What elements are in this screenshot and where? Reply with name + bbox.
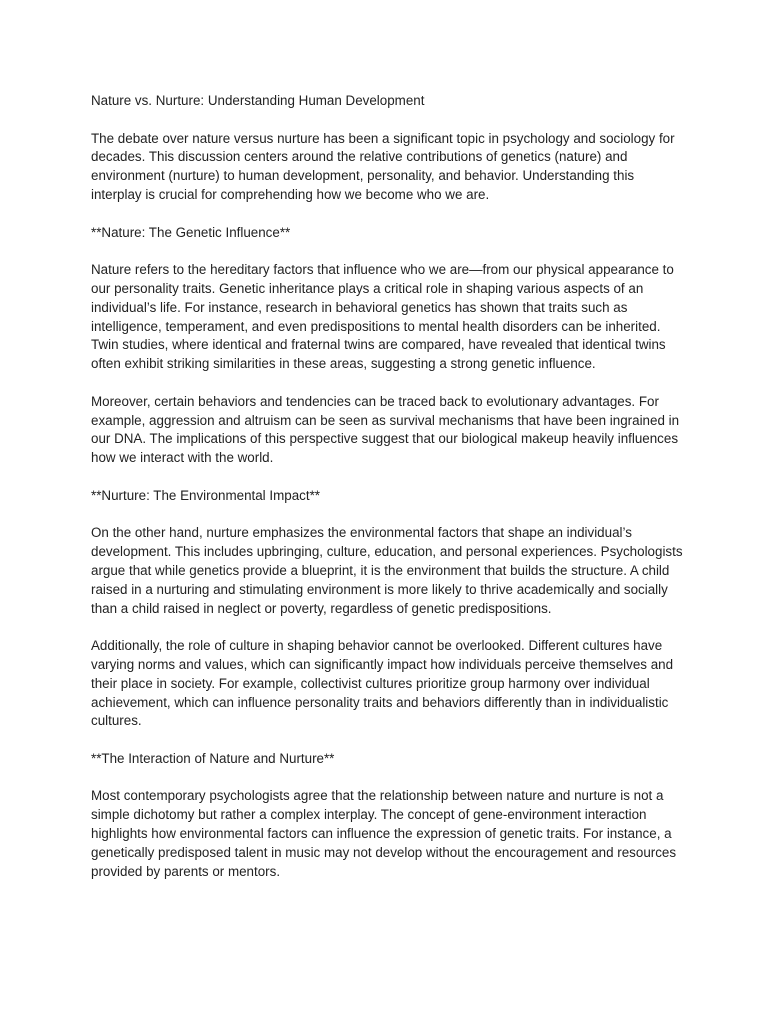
nature-paragraph-2: Moreover, certain behaviors and tendencies can be traced back to evolutionary advantages. For example, aggression and altruism can be seen as survival mechanisms that have been ingrained in our DNA. The implications of this perspective suggest that our biological makeup heavily influences how we interact with the world. [91,393,680,466]
section-heading-interaction: **The Interaction of Nature and Nurture** [91,750,335,766]
nurture-paragraph-2: Additionally, the role of culture in shaping behavior cannot be overlooked. Different cultures have varying norms and values, which can significantly impact how individuals perceive themselves and their place in society. For example, collectivist cultures prioritize group harmony over individual achievement, which can influence personality traits and behaviors differently than in individualistic cultures. [91,638,674,729]
section-heading-nurture: **Nurture: The Environmental Impact** [91,487,320,503]
document-title: Nature vs. Nurture: Understanding Human Development [91,93,425,108]
nature-paragraph-1: Nature refers to the hereditary factors that influence who we are—from our physical appearance to our personality traits. Genetic inheritance plays a critical role in shaping various aspects of an individual’s life. For instance, research in behavioral genetics has shown that traits such as intelligence, temperament, and even predispositions to mental health disorders can be inherited. Twin studies, where identical and fraternal twins are compared, have revealed that identical twins often exhibit striking similarities in these areas, suggesting a strong genetic influence. [91,262,674,372]
intro-paragraph: The debate over nature versus nurture has been a significant topic in psychology and sociology for decades. This discussion centers around the relative contributions of genetics (nature) and environment (nurture) to human development, personality, and behavior. Understanding this interplay is crucial for comprehending how we become who we are. [91,130,675,202]
interaction-paragraph-1: Most contemporary psychologists agree that the relationship between nature and nurture is not a simple dichotomy but rather a complex interplay. The concept of gene-environment interaction highlights how environmental factors can influence the expression of genetic traits. For instance, a genetically predisposed talent in music may not develop without the encouragement and resources provided by parents or mentors. [91,788,677,879]
section-heading-nature: **Nature: The Genetic Influence** [91,224,291,240]
nurture-paragraph-1: On the other hand, nurture emphasizes the environmental factors that shape an individual’s development. This includes upbringing, culture, education, and personal experiences. Psychologists argue that while genetics provide a blueprint, it is the environment that builds the structure. A child raised in a nurturing and stimulating environment is more likely to thrive academically and socially than a child raised in neglect or poverty, regardless of genetic predispositions. [91,525,683,616]
